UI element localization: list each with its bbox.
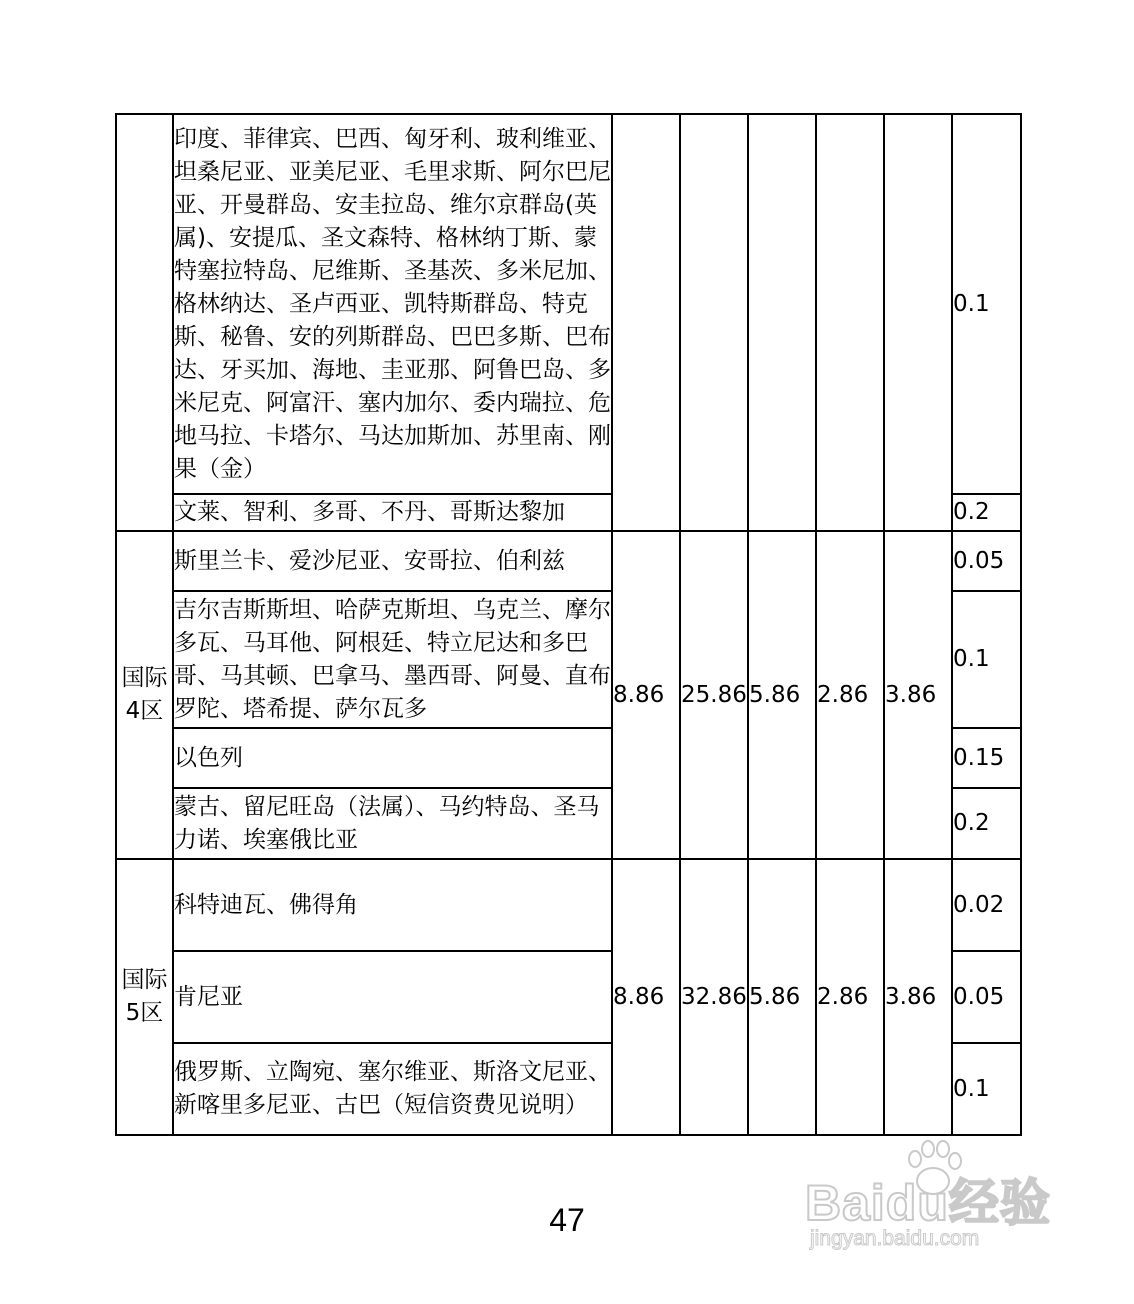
rate-cell: 25.86: [680, 531, 748, 859]
surcharge-cell: 0.05: [952, 531, 1021, 591]
table-row: [116, 114, 1021, 494]
rate-cell: 5.86: [748, 531, 816, 859]
table-row: [116, 859, 1021, 951]
rate-cell: 32.86: [680, 859, 748, 1135]
table-row: [116, 531, 1021, 591]
countries-cell: 吉尔吉斯斯坦、哈萨克斯坦、乌克兰、摩尔多瓦、马耳他、阿根廷、特立尼达和多巴哥、马其顿、巴拿马、墨西哥、阿曼、直布罗陀、塔希提、萨尔瓦多: [173, 591, 612, 728]
countries-cell: 印度、菲律宾、巴西、匈牙利、玻利维亚、坦桑尼亚、亚美尼亚、毛里求斯、阿尔巴尼亚、开曼群岛、安圭拉岛、维尔京群岛(英属)、安提瓜、圣文森特、格林纳丁斯、蒙特塞拉特岛、尼维斯、圣基茨、多米尼加、格林纳达、圣卢西亚、凯特斯群岛、特克斯、秘鲁、安的列斯群岛、巴巴多斯、巴布达、牙买加、海地、圭亚那、阿鲁巴岛、多米尼克、阿富汗、塞内加尔、委内瑞拉、危地马拉、卡塔尔、马达加斯加、苏里南、刚果（金）: [173, 114, 612, 494]
rate-cell: 2.86: [816, 531, 884, 859]
baidu-jingyan-watermark: [805, 1135, 1065, 1255]
countries-cell: 以色列: [173, 728, 612, 788]
surcharge-cell: 0.2: [952, 494, 1021, 531]
countries-cell: 俄罗斯、立陶宛、塞尔维亚、斯洛文尼亚、新喀里多尼亚、古巴（短信资费见说明）: [173, 1043, 612, 1135]
countries-cell: 文莱、智利、多哥、不丹、哥斯达黎加: [173, 494, 612, 531]
rate-cell: [884, 114, 952, 531]
surcharge-cell: 0.1: [952, 1043, 1021, 1135]
rate-cell: 5.86: [748, 859, 816, 1135]
rate-cell: 3.86: [884, 859, 952, 1135]
countries-cell: 蒙古、留尼旺岛（法属）、马约特岛、圣马力诺、埃塞俄比亚: [173, 788, 612, 859]
zone-cell: 国际5区: [116, 859, 173, 1135]
zone-cell-empty: [116, 114, 173, 531]
surcharge-cell: 0.2: [952, 788, 1021, 859]
watermark-url: jingyan.baidu.com: [810, 1227, 980, 1250]
rate-cell: 8.86: [612, 531, 680, 859]
zone-cell: 国际4区: [116, 531, 173, 859]
rate-cell: [816, 114, 884, 531]
rate-cell: [680, 114, 748, 531]
rate-cell: 2.86: [816, 859, 884, 1135]
surcharge-cell: 0.05: [952, 951, 1021, 1043]
rate-cell: 3.86: [884, 531, 952, 859]
countries-cell: 肯尼亚: [173, 951, 612, 1043]
page-number: 47: [549, 1202, 585, 1238]
rate-table: [115, 113, 1022, 1136]
surcharge-cell: 0.15: [952, 728, 1021, 788]
rate-cell: [748, 114, 816, 531]
countries-cell: 科特迪瓦、佛得角: [173, 859, 612, 951]
rate-cell: [612, 114, 680, 531]
surcharge-cell: 0.1: [952, 591, 1021, 728]
watermark-logo-text: Baidu经验: [805, 1175, 1051, 1231]
surcharge-cell: 0.1: [952, 114, 1021, 494]
surcharge-cell: 0.02: [952, 859, 1021, 951]
countries-cell: 斯里兰卡、爱沙尼亚、安哥拉、伯利兹: [173, 531, 612, 591]
rate-cell: 8.86: [612, 859, 680, 1135]
